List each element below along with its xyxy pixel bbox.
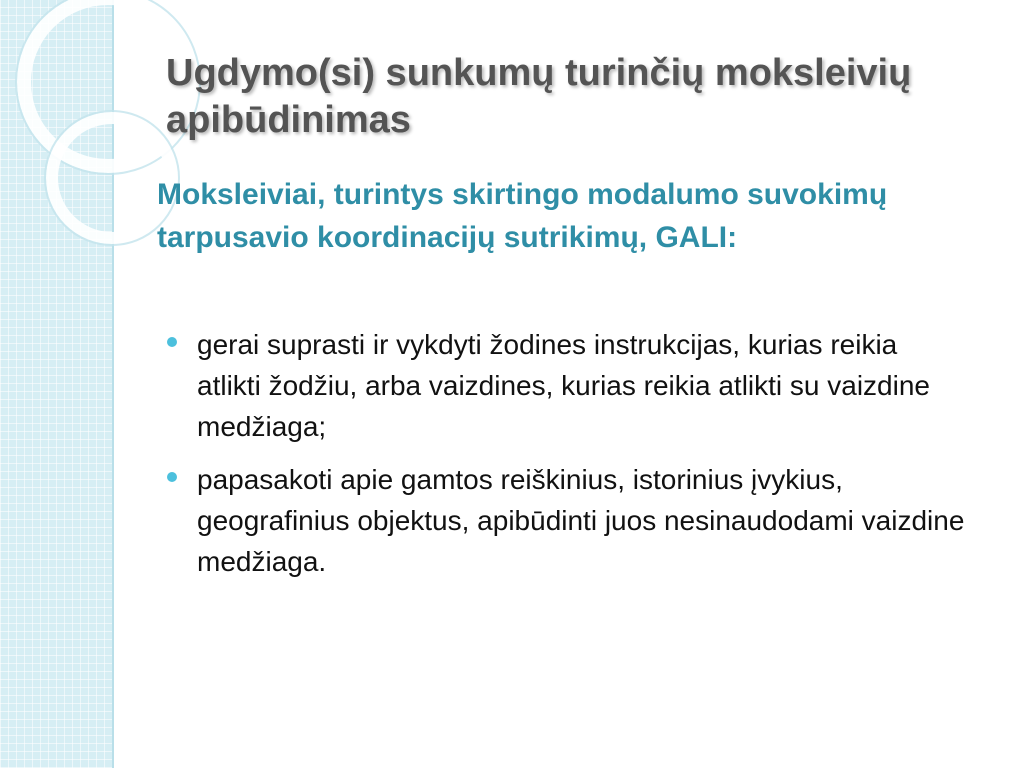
bullet-text: gerai suprasti ir vykdyti žodines instrukcijas, kurias reikia atlikti žodžiu, arba vaizdines, kurias reikia atlikti su vaizdine medžiaga; <box>197 329 930 442</box>
lead-paragraph: Moksleiviai, turintys skirtingo modalumo suvokimų tarpusavio koordinacijų sutrikimų, GALI: <box>157 178 888 254</box>
decorative-ring-small <box>52 118 172 238</box>
slide-title: Ugdymo(si) sunkumų turinčių moksleivių apibūdinimas <box>166 52 912 141</box>
bullet-list <box>165 324 965 594</box>
bullet-text: papasakoti apie gamtos reiškinius, istorinius įvykius, geografinius objektus, apibūdinti juos nesinaudodami vaizdine medžiaga. <box>197 464 965 577</box>
bullet-dot-icon <box>167 337 177 347</box>
bullet-item <box>165 459 965 582</box>
bullet-dot-icon <box>167 472 177 482</box>
bullet-item <box>165 324 965 447</box>
